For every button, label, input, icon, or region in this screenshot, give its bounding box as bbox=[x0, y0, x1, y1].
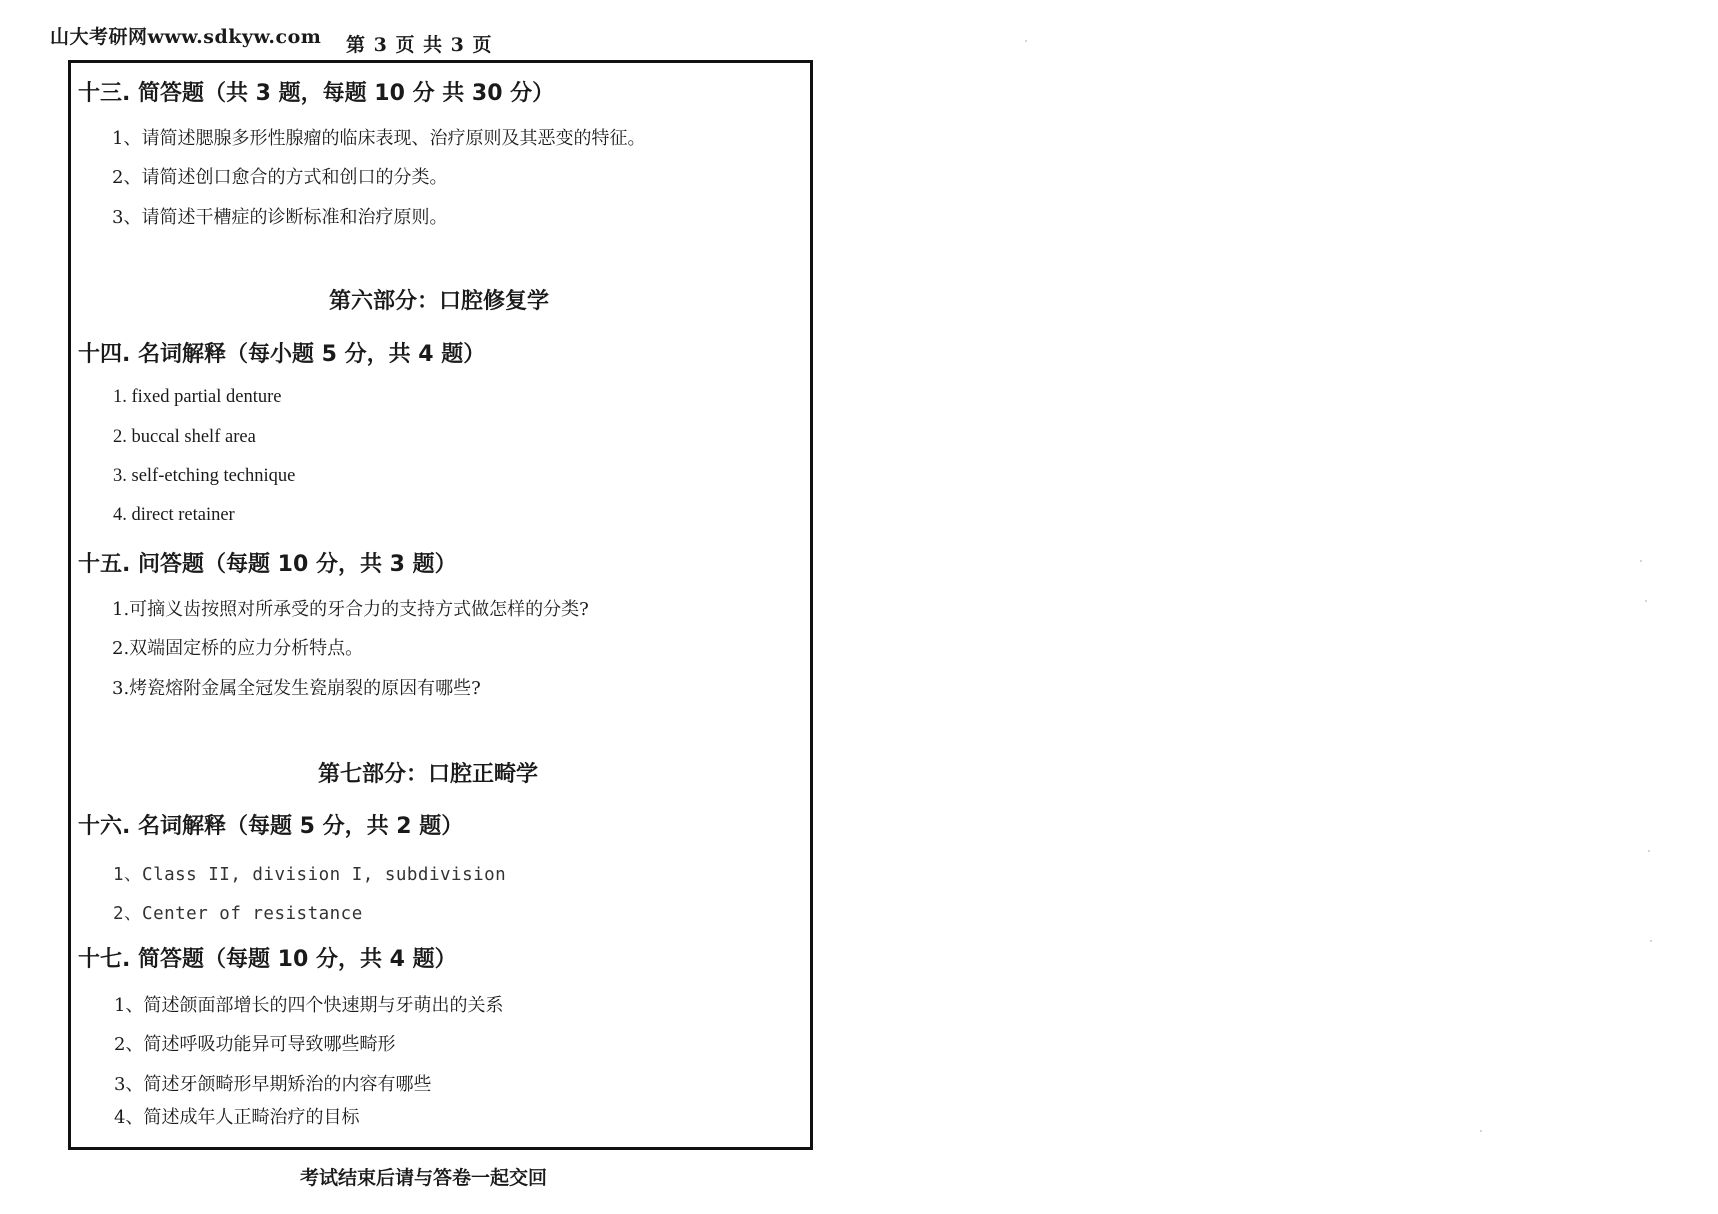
section-14-item-2: 2. buccal shelf area bbox=[113, 427, 256, 447]
section-13-item-3: 3、请简述干槽症的诊断标准和治疗原则。 bbox=[112, 207, 448, 228]
section-14-item-4: 4. direct retainer bbox=[113, 505, 235, 525]
site-header: 山大考研网www.sdkyw.com bbox=[50, 26, 322, 48]
return-instruction: 考试结束后请与答卷一起交回 bbox=[300, 1167, 548, 1189]
part-7-title: 第七部分：口腔正畸学 bbox=[318, 762, 539, 787]
page-indicator: 第 3 页 共 3 页 bbox=[346, 34, 493, 56]
section-14-item-3: 3. self-etching technique bbox=[113, 466, 296, 486]
section-16-item-2: 2、Center of resistance bbox=[113, 904, 363, 924]
section-15-item-1: 1.可摘义齿按照对所承受的牙合力的支持方式做怎样的分类? bbox=[112, 599, 589, 620]
section-17-item-3: 3、简述牙颌畸形早期矫治的内容有哪些 bbox=[114, 1074, 432, 1095]
section-13-item-1: 1、请简述腮腺多形性腺瘤的临床表现、治疗原则及其恶变的特征。 bbox=[112, 128, 646, 149]
section-15-item-2: 2.双端固定桥的应力分析特点。 bbox=[112, 638, 364, 659]
scan-speck bbox=[1645, 600, 1647, 602]
scan-speck bbox=[1648, 850, 1650, 852]
section-17-heading: 十七. 简答题（每题 10 分，共 4 题） bbox=[78, 947, 457, 972]
scan-speck bbox=[1640, 560, 1642, 562]
section-15-item-3: 3.烤瓷熔附金属全冠发生瓷崩裂的原因有哪些? bbox=[112, 678, 481, 699]
section-14-item-1: 1. fixed partial denture bbox=[113, 387, 282, 407]
section-13-heading: 十三. 简答题（共 3 题，每题 10 分 共 30 分） bbox=[78, 81, 555, 106]
section-17-item-2: 2、简述呼吸功能异可导致哪些畸形 bbox=[114, 1034, 396, 1055]
section-17-item-4: 4、简述成年人正畸治疗的目标 bbox=[114, 1107, 360, 1128]
scan-speck bbox=[1480, 1130, 1482, 1132]
section-16-heading: 十六. 名词解释（每题 5 分，共 2 题） bbox=[78, 814, 464, 839]
section-16-item-1: 1、Class II, division I, subdivision bbox=[113, 865, 507, 885]
scan-speck bbox=[1025, 40, 1027, 42]
section-15-heading: 十五. 问答题（每题 10 分，共 3 题） bbox=[78, 552, 457, 577]
section-13-item-2: 2、请简述创口愈合的方式和创口的分类。 bbox=[112, 167, 448, 188]
section-14-heading: 十四. 名词解释（每小题 5 分，共 4 题） bbox=[78, 342, 486, 367]
part-6-title: 第六部分：口腔修复学 bbox=[329, 289, 550, 314]
scan-speck bbox=[1650, 940, 1652, 942]
section-17-item-1: 1、简述颌面部增长的四个快速期与牙萌出的关系 bbox=[114, 995, 504, 1016]
